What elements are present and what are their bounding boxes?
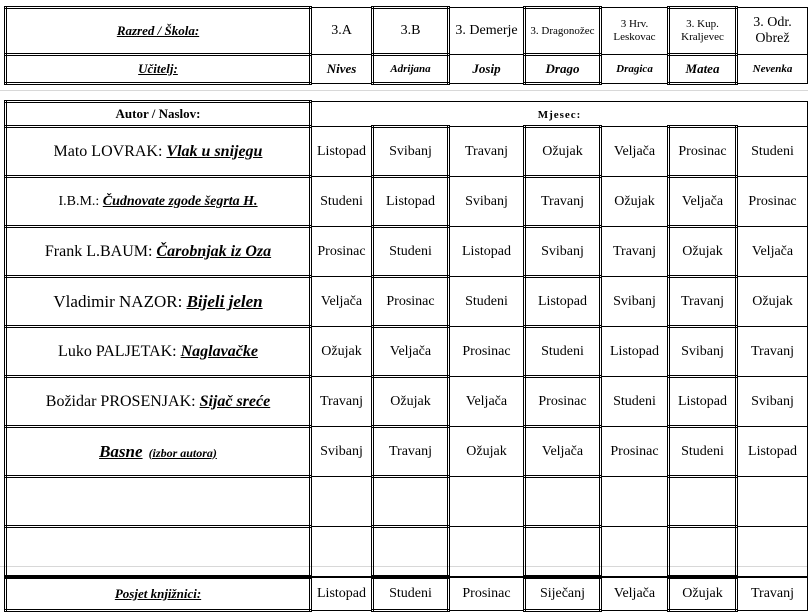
empty-cell <box>6 527 311 577</box>
month-cell: Listopad <box>311 127 373 177</box>
school-cell: 3.A <box>311 8 373 55</box>
book-cell: Luko PALJETAK: Naglavačke <box>6 327 311 377</box>
month-cell: Prosinac <box>601 427 669 477</box>
month-cell: Travanj <box>601 227 669 277</box>
month-cell: Studeni <box>737 127 808 177</box>
visit-month-cell: Siječanj <box>525 578 601 611</box>
empty-cell <box>449 527 525 577</box>
month-cell: Veljača <box>373 327 449 377</box>
book-cell: Božidar PROSENJAK: Sijač sreće <box>6 377 311 427</box>
visit-row <box>6 578 808 611</box>
book-cell: Vladimir NAZOR: Bijeli jelen <box>6 277 311 327</box>
empty-cell <box>601 527 669 577</box>
author-title-header: Autor / Naslov: <box>6 102 311 127</box>
empty-cell <box>669 477 737 527</box>
school-cell: 3 Hrv. Leskovac <box>601 8 669 55</box>
teacher-cell: Adrijana <box>373 55 449 84</box>
teacher-cell: Nevenka <box>737 55 808 84</box>
month-cell: Svibanj <box>669 327 737 377</box>
teacher-cell: Josip <box>449 55 525 84</box>
visit-month-cell: Travanj <box>737 578 808 611</box>
empty-cell <box>669 527 737 577</box>
month-cell: Prosinac <box>737 177 808 227</box>
month-cell: Ožujak <box>669 227 737 277</box>
month-cell: Listopad <box>449 227 525 277</box>
teacher-cell: Nives <box>311 55 373 84</box>
table-row <box>6 427 808 477</box>
empty-cell <box>525 477 601 527</box>
month-cell: Studeni <box>373 227 449 277</box>
month-cell: Veljača <box>669 177 737 227</box>
month-header: Mjesec: <box>311 102 808 127</box>
empty-cell <box>737 527 808 577</box>
school-cell: 3. Demerje <box>449 8 525 55</box>
month-cell: Studeni <box>669 427 737 477</box>
month-cell: Prosinac <box>311 227 373 277</box>
month-cell: Listopad <box>601 327 669 377</box>
month-cell: Ožujak <box>525 127 601 177</box>
school-cell: 3. Kup. Kraljevec <box>669 8 737 55</box>
visit-month-cell: Veljača <box>601 578 669 611</box>
empty-cell <box>373 477 449 527</box>
month-cell: Svibanj <box>525 227 601 277</box>
month-cell: Ožujak <box>601 177 669 227</box>
empty-row <box>6 477 808 527</box>
month-cell: Studeni <box>601 377 669 427</box>
month-cell: Svibanj <box>737 377 808 427</box>
school-label-cell: Razred / Škola: <box>6 8 311 55</box>
month-cell: Veljača <box>737 227 808 277</box>
month-cell: Travanj <box>669 277 737 327</box>
month-cell: Travanj <box>737 327 808 377</box>
teacher-cell: Matea <box>669 55 737 84</box>
table-row <box>6 227 808 277</box>
school-cell: 3. Dragonožec <box>525 8 601 55</box>
empty-cell <box>737 477 808 527</box>
visit-month-cell: Studeni <box>373 578 449 611</box>
book-cell: Frank L.BAUM: Čarobnjak iz Oza <box>6 227 311 277</box>
month-cell: Veljača <box>311 277 373 327</box>
month-cell: Travanj <box>449 127 525 177</box>
month-cell: Veljača <box>525 427 601 477</box>
school-cell: 3.B <box>373 8 449 55</box>
month-cell: Svibanj <box>449 177 525 227</box>
teacher-label-cell: Učitelj: <box>6 55 311 84</box>
month-cell: Studeni <box>449 277 525 327</box>
table-row <box>6 377 808 427</box>
empty-cell <box>525 527 601 577</box>
empty-cell <box>311 477 373 527</box>
month-cell: Listopad <box>373 177 449 227</box>
month-cell: Veljača <box>601 127 669 177</box>
month-cell: Prosinac <box>669 127 737 177</box>
month-cell: Ožujak <box>449 427 525 477</box>
book-cell: Basne (izbor autora) <box>6 427 311 477</box>
teacher-cell: Drago <box>525 55 601 84</box>
month-cell: Svibanj <box>373 127 449 177</box>
month-cell: Svibanj <box>601 277 669 327</box>
table-row <box>6 127 808 177</box>
visit-month-cell: Ožujak <box>669 578 737 611</box>
empty-cell <box>6 477 311 527</box>
visit-month-cell: Prosinac <box>449 578 525 611</box>
month-cell: Ožujak <box>373 377 449 427</box>
class-header-table <box>4 6 808 85</box>
month-cell: Veljača <box>449 377 525 427</box>
reading-schedule-table <box>4 100 808 578</box>
school-cell: 3. Odr. Obrež <box>737 8 808 55</box>
empty-cell <box>373 527 449 577</box>
empty-cell <box>449 477 525 527</box>
month-cell: Travanj <box>373 427 449 477</box>
empty-row <box>6 527 808 577</box>
book-cell: Mato LOVRAK: Vlak u snijegu <box>6 127 311 177</box>
month-cell: Listopad <box>737 427 808 477</box>
empty-cell <box>601 477 669 527</box>
month-cell: Listopad <box>525 277 601 327</box>
month-cell: Prosinac <box>449 327 525 377</box>
visit-label-cell: Posjet knjižnici: <box>6 578 311 611</box>
month-cell: Svibanj <box>311 427 373 477</box>
table-row <box>6 177 808 227</box>
month-cell: Listopad <box>669 377 737 427</box>
book-cell: I.B.M.: Čudnovate zgode šegrta H. <box>6 177 311 227</box>
month-cell: Travanj <box>525 177 601 227</box>
month-cell: Prosinac <box>525 377 601 427</box>
month-cell: Prosinac <box>373 277 449 327</box>
empty-cell <box>311 527 373 577</box>
visit-month-cell: Listopad <box>311 578 373 611</box>
month-cell: Studeni <box>311 177 373 227</box>
teacher-cell: Dragica <box>601 55 669 84</box>
table-row <box>6 327 808 377</box>
month-cell: Ožujak <box>737 277 808 327</box>
month-cell: Ožujak <box>311 327 373 377</box>
month-cell: Travanj <box>311 377 373 427</box>
month-cell: Studeni <box>525 327 601 377</box>
library-visit-table <box>4 576 808 612</box>
table-row <box>6 277 808 327</box>
